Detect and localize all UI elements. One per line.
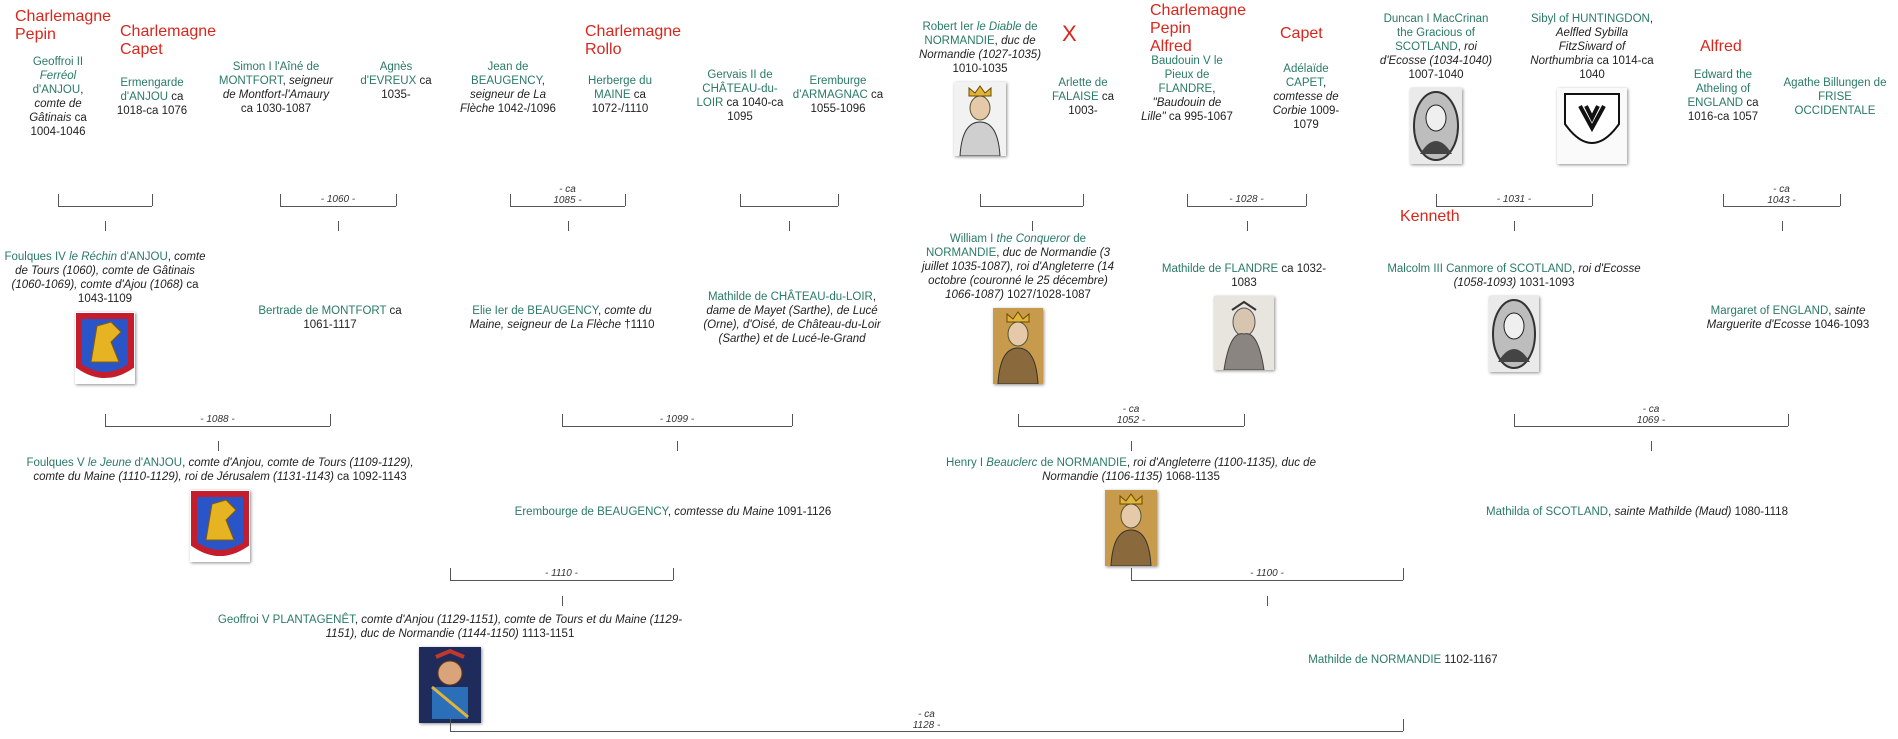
connector-line — [1403, 568, 1404, 580]
connector-line — [980, 206, 1083, 207]
person-malcolm[interactable] — [1379, 262, 1649, 372]
connector-line — [396, 194, 397, 206]
person-name-link[interactable]: Agathe Billungen de FRISE OCCIDENTALE — [1783, 77, 1887, 117]
person-duncan[interactable] — [1377, 12, 1495, 164]
connector-line — [450, 580, 673, 581]
person-text: Mathilde de CHÂTEAU-du-LOIR, dame de Mayet (Sarthe), de Lucé (Orne), d'Oisé, de Château-du-Loir (Sarthe) et de Lucé-le-Grand — [703, 291, 881, 345]
connector-line — [1840, 194, 1841, 206]
connector-line — [1131, 441, 1132, 451]
lineage-label: Charlemagne Capet — [120, 23, 217, 58]
connector-line — [105, 426, 330, 427]
connector-line — [1403, 719, 1404, 731]
person-foulques4[interactable] — [0, 250, 210, 384]
person-text: Malcolm III Canmore of SCOTLAND, roi d'Ecosse (1058-1093) 1031-1093 — [1387, 263, 1641, 289]
connector-line — [1244, 414, 1245, 426]
marriage-date: - ca 1128 - — [912, 709, 941, 731]
person-name-link[interactable]: Duncan I MacCrinan the Gracious of SCOTLAND — [1383, 13, 1489, 53]
lineage-label: X — [1062, 21, 1077, 46]
person-name-link[interactable]: Eremburge d'ARMAGNAC — [792, 75, 868, 101]
person-name-link[interactable]: Geoffroi II — [32, 56, 84, 68]
person-name-link[interactable]: Jean de BEAUGENCY — [471, 61, 542, 87]
connector-line — [1788, 414, 1789, 426]
person-text: Baudouin V le Pieux de FLANDRE, "Baudouin de Lille" ca 995-1067 — [1141, 55, 1233, 123]
person-name-link[interactable]: Mathilde de FLANDRE — [1161, 263, 1279, 275]
person-name-link[interactable]: Henry I — [946, 457, 987, 469]
person-text: Jean de BEAUGENCY, seigneur de La Flèche 1042-/1096 — [460, 61, 556, 115]
person-sibyl[interactable] — [1529, 12, 1655, 164]
connector-line — [1032, 221, 1033, 231]
mathilde-portrait[interactable] — [1214, 296, 1274, 370]
person-name-link[interactable]: d'ANJOU — [32, 84, 81, 96]
marriage-date: - 1088 - — [200, 414, 235, 425]
connector-line — [450, 719, 451, 731]
person-name-link[interactable]: Ermengarde d'ANJOU — [120, 77, 184, 103]
connector-line — [1267, 596, 1268, 606]
person-text: Henry I Beauclerc de NORMANDIE, roi d'Angleterre (1100-1135), duc de Normandie (1106-1135) 1068-1135 — [946, 457, 1316, 483]
connector-line — [1514, 426, 1788, 427]
connector-line — [280, 206, 396, 207]
person-text: Mathilda of SCOTLAND, sainte Mathilde (Maud) 1080-1118 — [1486, 506, 1788, 518]
connector-line — [1187, 194, 1188, 206]
connector-line — [1514, 414, 1515, 426]
person-name-link[interactable]: Bertrade de MONTFORT — [258, 305, 387, 317]
connector-line — [1018, 414, 1019, 426]
person-name-link[interactable]: Ferréol — [39, 70, 77, 82]
william-portrait[interactable] — [993, 308, 1043, 384]
connector-line — [625, 194, 626, 206]
person-name-link[interactable]: Sibyl of HUNTINGDON — [1530, 13, 1650, 25]
person-name-link[interactable]: Elie Ier de BEAUGENCY — [472, 305, 598, 317]
connector-line — [1651, 441, 1652, 451]
sibyl-shield[interactable] — [1557, 88, 1627, 164]
connector-line — [105, 221, 106, 231]
connector-line — [510, 206, 625, 207]
person-text: Duncan I MacCrinan the Gracious of SCOTLAND, roi d'Ecosse (1034-1040) 1007-1040 — [1379, 13, 1493, 81]
connector-line — [562, 414, 563, 426]
person-text: Mathilde de NORMANDIE 1102-1167 — [1308, 654, 1498, 666]
connector-line — [330, 414, 331, 426]
person-name-link[interactable]: d'ANJOU — [117, 251, 168, 263]
person-name-link[interactable]: Simon I l'Aîné de MONTFORT — [218, 61, 320, 87]
person-agnes[interactable] — [360, 60, 432, 102]
connector-line — [280, 194, 281, 206]
person-baudouin[interactable] — [1141, 54, 1233, 124]
connector-line — [1436, 206, 1592, 207]
person-text: William I the Conqueror de NORMANDIE, duc de Normandie (3 juillet 1035-1087), roi d'Angleterre (14 octobre (couronné le 25 décembre) 1066-1087) 1027/1028-1087 — [921, 233, 1115, 301]
lineage-label: Kenneth — [1400, 208, 1460, 225]
person-name-link[interactable]: Baudouin V le Pieux de FLANDRE — [1151, 55, 1223, 95]
person-name-link[interactable]: le Diable — [976, 21, 1022, 33]
person-name-link[interactable]: William I — [949, 233, 997, 245]
person-name-link[interactable]: de NORMANDIE — [1037, 457, 1127, 469]
person-text: Geoffroi V PLANTAGENÊT, comte d'Anjou (1129-1151), comte de Tours et du Maine (1129-1151), duc de Normandie (1144-1150) 1113-1151 — [217, 614, 683, 640]
person-name-link[interactable]: Malcolm III Canmore of SCOTLAND — [1387, 263, 1572, 275]
connector-line — [673, 568, 674, 580]
connector-line — [562, 426, 792, 427]
marriage-date: - 1028 - — [1229, 194, 1264, 205]
person-erembourge[interactable] — [468, 505, 878, 519]
marriage-date: - 1060 - — [320, 194, 356, 205]
person-name-link[interactable]: Erembourge de BEAUGENCY — [514, 506, 668, 518]
person-name-link[interactable]: Arlette de FALAISE — [1051, 77, 1108, 103]
person-william[interactable] — [915, 232, 1121, 384]
person-text: Adélaïde CAPET, comtesse de Corbie 1009-1079 — [1272, 63, 1340, 131]
person-text: Geoffroi II Ferréol d'ANJOU, comte de Gâtinais ca 1004-1046 — [29, 56, 87, 138]
person-text: Erembourge de BEAUGENCY, comtesse du Maine 1091-1126 — [514, 506, 832, 518]
person-edward[interactable] — [1683, 68, 1763, 124]
person-foulques5[interactable] — [10, 456, 430, 562]
person-name-link[interactable]: le Réchin — [69, 251, 118, 263]
robert-portrait[interactable] — [954, 82, 1006, 156]
marriage-date: - ca 1052 - — [1116, 404, 1146, 426]
person-text: Bertrade de MONTFORT ca 1061-1117 — [258, 305, 402, 331]
person-name-link[interactable]: Herberge du MAINE — [588, 75, 652, 101]
person-text: Eremburge d'ARMAGNAC ca 1055-1096 — [792, 75, 884, 115]
person-geoffroi5[interactable] — [205, 613, 695, 723]
person-text: Foulques V le Jeune d'ANJOU, comte d'Anjou, comte de Tours (1109-1129), comte du Maine (1110-1129), roi de Jérusalem (1131-1143) ca 1092-1143 — [26, 457, 414, 483]
henry-portrait[interactable] — [1105, 490, 1157, 566]
connector-line — [789, 221, 790, 231]
connector-line — [1247, 221, 1248, 231]
person-name-link[interactable]: Mathilde de CHÂTEAU-du-LOIR — [707, 291, 873, 303]
person-text: Simon I l'Aîné de MONTFORT, seigneur de Montfort-l'Amaury ca 1030-1087 — [218, 61, 334, 115]
connector-line — [1131, 580, 1403, 581]
connector-line — [568, 221, 569, 231]
malcolm-portrait[interactable] — [1489, 296, 1539, 372]
connector-line — [1723, 206, 1840, 207]
person-name-link[interactable]: de NORMANDIE — [924, 21, 1038, 47]
person-name-link[interactable]: Robert Ier — [922, 21, 977, 33]
connector-line — [838, 194, 839, 206]
lineage-label: Capet — [1280, 25, 1323, 42]
connector-line — [1592, 194, 1593, 206]
person-bertrade[interactable] — [245, 304, 415, 332]
person-text — [1784, 77, 1887, 117]
person-text: Foulques IV le Réchin d'ANJOU, comte de Tours (1060), comte de Gâtinais (1060-1069), comte d'Ajou (1068) ca 1043-1109 — [4, 251, 206, 305]
person-mathildasc[interactable] — [1467, 505, 1807, 519]
marriage-date: - ca 1069 - — [1636, 404, 1666, 426]
person-name-link[interactable]: Beauclerc — [986, 457, 1038, 469]
marriage-date: - 1031 - — [1496, 194, 1532, 205]
lineage-label: Alfred — [1700, 38, 1742, 55]
person-mathildefl[interactable] — [1156, 262, 1332, 370]
connector-line — [1306, 194, 1307, 206]
person-text: Mathilde de FLANDRE ca 1032-1083 — [1161, 263, 1327, 289]
person-adelaide[interactable] — [1264, 62, 1348, 132]
marriage-date: - 1100 - — [1250, 568, 1284, 579]
connector-line — [58, 206, 152, 207]
person-text: Arlette de FALAISE ca 1003- — [1051, 77, 1114, 117]
lineage-label: Charlemagne Rollo — [585, 23, 682, 58]
lineage-label: Charlemagne Pepin — [15, 8, 112, 43]
person-jean[interactable] — [458, 60, 558, 116]
person-henry[interactable] — [926, 456, 1336, 566]
connector-line — [740, 206, 838, 207]
person-robert[interactable] — [917, 20, 1043, 156]
person-name-link[interactable]: Agnès d'EVREUX — [360, 61, 417, 87]
person-text: Agnès d'EVREUX ca 1035- — [360, 61, 432, 101]
person-margaret[interactable] — [1688, 304, 1888, 332]
connector-line — [338, 221, 339, 231]
person-arlette[interactable] — [1048, 76, 1118, 118]
anjou-arms-1[interactable] — [75, 312, 135, 384]
connector-line — [1782, 221, 1783, 231]
connector-line — [792, 414, 793, 426]
marriage-date: - 1099 - — [659, 414, 695, 425]
person-text: Gervais II de CHÂTEAU-du-LOIR ca 1040-ca 1095 — [696, 69, 784, 123]
connector-line — [1018, 426, 1244, 427]
connector-line — [980, 194, 981, 206]
marriage-date: - ca 1085 - — [553, 184, 582, 206]
connector-line — [510, 194, 511, 206]
geoffroi-portrait[interactable] — [419, 647, 481, 723]
connector-line — [1436, 194, 1437, 206]
connector-line — [1723, 194, 1724, 206]
person-name-link[interactable]: Mathilde de NORMANDIE — [1308, 654, 1442, 666]
person-simon1[interactable] — [217, 60, 335, 116]
connector-line — [105, 414, 106, 426]
connector-line — [218, 441, 219, 451]
person-name-link[interactable]: Adélaïde CAPET — [1283, 63, 1329, 89]
connector-line — [450, 731, 1403, 732]
person-name-link[interactable]: de NORMANDIE — [925, 233, 1087, 259]
connector-line — [1083, 194, 1084, 206]
person-name-link[interactable]: Foulques V — [26, 457, 88, 469]
marriage-date: - ca 1043 - — [1767, 184, 1796, 206]
lineage-label: Charlemagne Pepin Alfred — [1150, 2, 1247, 55]
person-text: Edward the Atheling of ENGLAND ca 1016-ca 1057 — [1687, 69, 1759, 123]
person-text: Ermengarde d'ANJOU ca 1018-ca 1076 — [116, 77, 188, 117]
connector-line — [58, 194, 59, 206]
person-text: Herberge du MAINE ca 1072-/1110 — [588, 75, 652, 115]
person-name-link[interactable]: d'ANJOU — [131, 457, 183, 469]
person-herberge[interactable] — [578, 74, 662, 116]
person-name-link[interactable]: Geoffroi V PLANTAGENÊT — [217, 614, 355, 626]
person-name-link[interactable]: Gervais II de CHÂTEAU-du-LOIR — [696, 69, 778, 109]
person-name-link[interactable]: Edward the Atheling of ENGLAND — [1687, 69, 1753, 109]
duncan-portrait[interactable] — [1410, 88, 1462, 164]
connector-line — [1187, 206, 1306, 207]
person-text: Sibyl of HUNTINGDON, Aelfled Sybilla FitzSiward of Northumbria ca 1014-ca 1040 — [1530, 13, 1654, 81]
person-name-link[interactable]: the Conqueror — [996, 233, 1071, 245]
person-name-link[interactable]: Margaret of ENGLAND — [1710, 305, 1829, 317]
person-geoffroi2[interactable] — [19, 55, 97, 139]
person-agathe[interactable] — [1780, 76, 1890, 118]
connector-line — [152, 194, 153, 206]
connector-line — [562, 596, 563, 606]
connector-line — [677, 441, 678, 451]
person-name-link[interactable]: Mathilda of SCOTLAND — [1486, 506, 1609, 518]
person-mathildeno[interactable] — [1293, 653, 1513, 667]
person-text: Elie Ier de BEAUGENCY, comte du Maine, seigneur de La Flèche †1110 — [469, 305, 655, 331]
person-name-link[interactable]: Foulques IV — [4, 251, 70, 263]
person-eremburge[interactable] — [783, 74, 893, 116]
marriage-date: - 1110 - — [545, 568, 578, 579]
person-gervais[interactable] — [690, 68, 790, 124]
person-ermengarde[interactable] — [106, 76, 198, 118]
connector-line — [450, 568, 451, 580]
person-name-link[interactable]: le Jeune — [87, 457, 132, 469]
connector-line — [1514, 221, 1515, 231]
person-text: Robert Ier le Diable de NORMANDIE, duc de Normandie (1027-1035) 1010-1035 — [918, 21, 1042, 75]
person-mathildechat[interactable] — [694, 290, 890, 346]
connector-line — [740, 194, 741, 206]
person-elie[interactable] — [454, 304, 670, 332]
person-text: Margaret of ENGLAND, sainte Marguerite d'Ecosse 1046-1093 — [1706, 305, 1870, 331]
connector-line — [1131, 568, 1132, 580]
anjou-arms-2[interactable] — [190, 490, 250, 562]
